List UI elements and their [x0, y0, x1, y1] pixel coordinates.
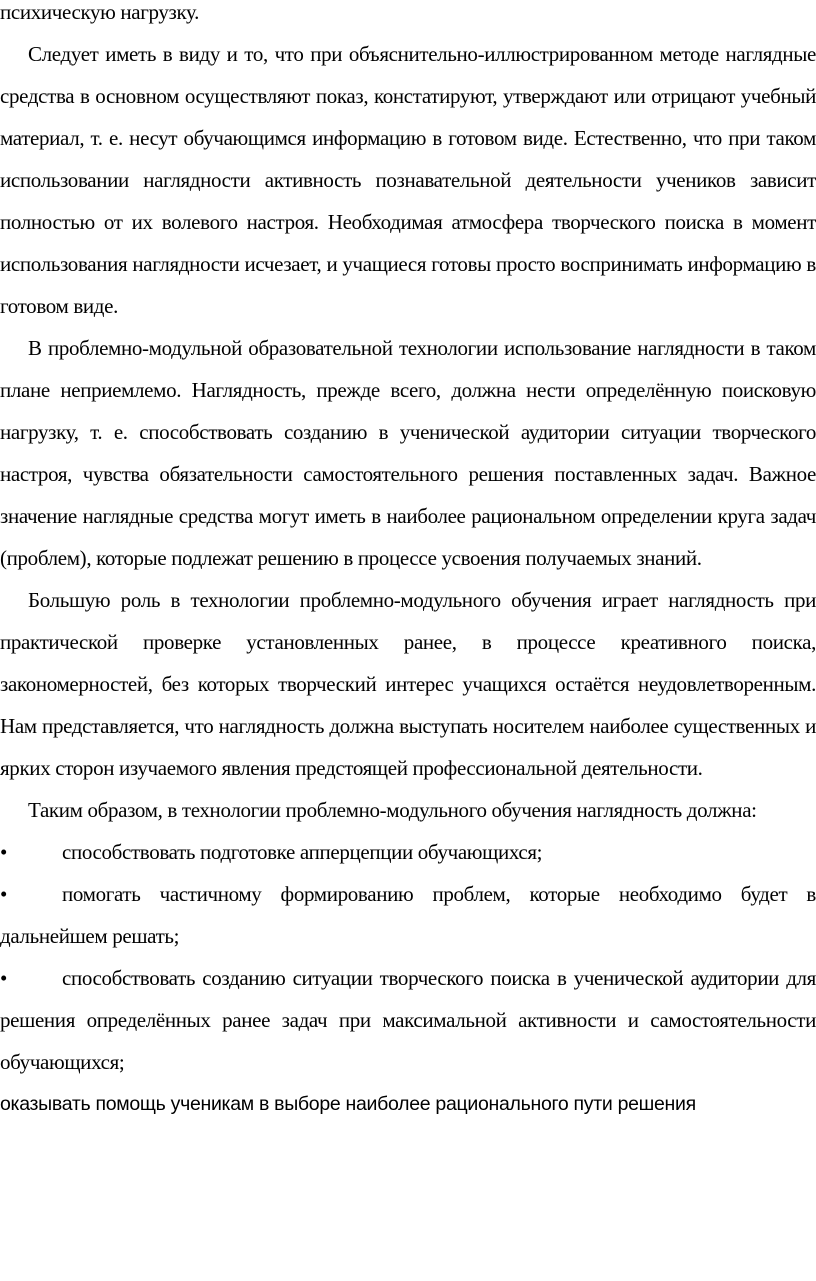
- paragraph-explanatory-method: Следует иметь в виду и то, что при объяснительно-иллюстрированном методе наглядные средства в основном осуществляют показ, констатируют, утверждают или отрицают учебный материал, т. е. несут обучающимся информацию в готовом виде. Естественно, что при таком использовании наглядности активность познавательной деятельности учеников зависит полностью от их волевого настроя. Необходимая атмосфера творческого поиска в момент использования наглядности исчезает, и учащиеся готовы просто воспринимать информацию в готовом виде.: [0, 42, 816, 318]
- list-item: • способствовать подготовке апперцепции обучающихся;: [0, 831, 816, 873]
- paragraph-continuation: психическую нагрузку.: [0, 0, 199, 24]
- list-item-text: способствовать подготовке апперцепции обучающихся;: [62, 840, 543, 864]
- paragraph-problem-modular: В проблемно-модульной образовательной технологии использование наглядности в таком плане неприемлемо. Наглядность, прежде всего, должна нести определённую поисковую нагрузку, т. е. способствовать созданию в ученической аудитории ситуации творческого настроя, чувства обязательности самостоятельного решения поставленных задач. Важное значение наглядные средства могут иметь в наиболее рациональном определении круга задач (проблем), которые подлежат решению в процессе усвоения получаемых знаний.: [0, 336, 816, 570]
- list-item: • помогать частичному формированию проблем, которые необходимо будет в дальнейшем решать;: [0, 873, 816, 957]
- list-item-text: помогать частичному формированию проблем, которые необходимо будет в дальнейшем решать;: [0, 882, 816, 948]
- final-line: оказывать помощь ученикам в выборе наиболее рационального пути решения: [0, 1093, 696, 1115]
- list-item: • способствовать созданию ситуации творческого поиска в ученической аудитории для решения определённых ранее задач при максимальной активности и самостоятельности обучающихся;: [0, 957, 816, 1083]
- list-item-text: способствовать созданию ситуации творческого поиска в ученической аудитории для решения определённых ранее задач при максимальной активности и самостоятельности обучающихся;: [0, 966, 816, 1074]
- paragraph-visual-role: Большую роль в технологии проблемно-модульного обучения играет наглядность при практической проверке установленных ранее, в процессе креативного поиска, закономерностей, без которых творческий интерес учащихся остаётся неудовлетворенным. Нам представляется, что наглядность должна выступать носителем наиболее существенных и ярких сторон изучаемого явления предстоящей профессиональной деятельности.: [0, 588, 816, 780]
- paragraph-conclusion-intro: Таким образом, в технологии проблемно-модульного обучения наглядность должна:: [28, 798, 757, 822]
